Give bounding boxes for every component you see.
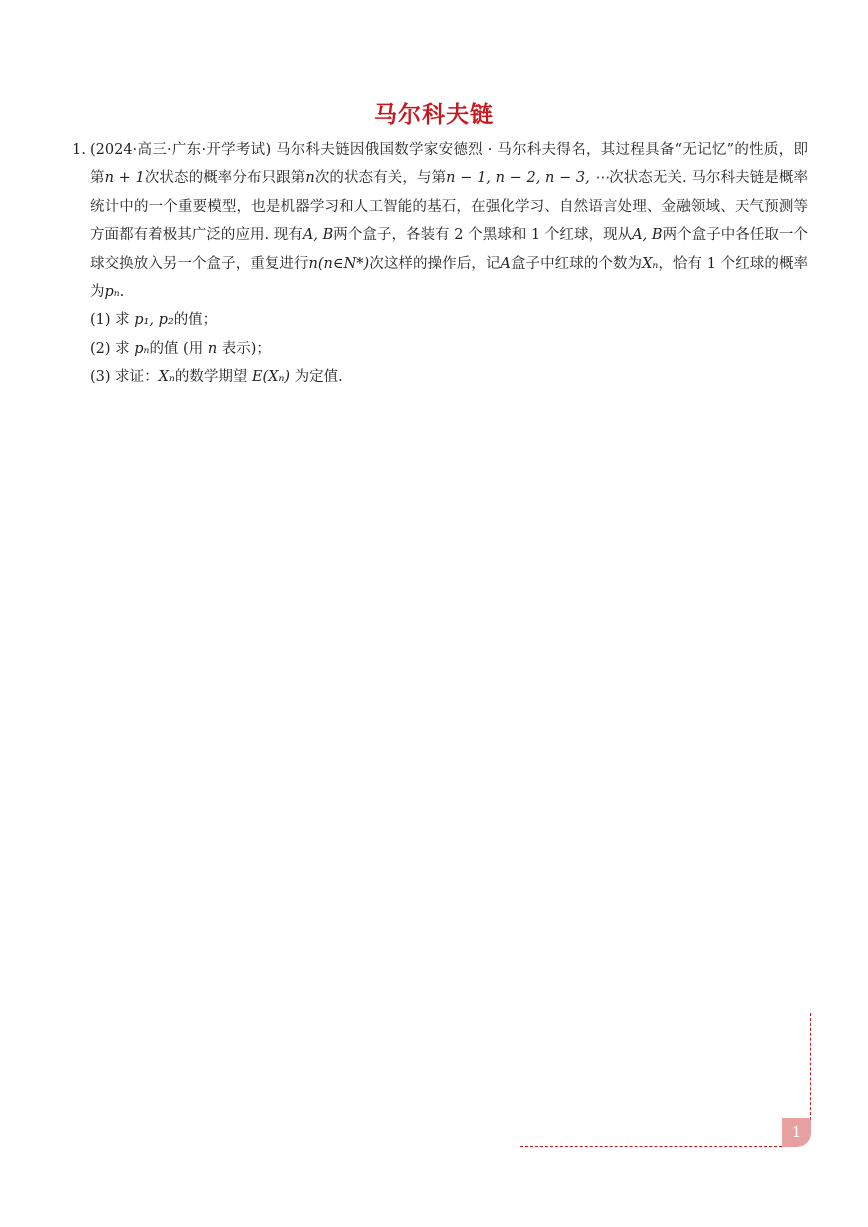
math-expr: pₙ — [104, 284, 120, 301]
math-expr: Xₙ — [642, 255, 659, 272]
statement-text: 两个盒子中各任取一个球交换放入另一个盒子，重复进行 — [90, 227, 808, 272]
page-number-badge: 1 — [782, 1118, 811, 1147]
math-expr: n(n∈N*) — [308, 255, 370, 272]
sub-question-text: (1) 求 — [90, 312, 135, 329]
statement-text: 盒子中红球的个数为 — [510, 255, 643, 272]
sub-question-1 — [72, 306, 808, 334]
statement-text: 次这样的操作后，记 — [369, 255, 501, 272]
math-expr: A, B — [632, 227, 663, 244]
sub-question-3 — [72, 363, 808, 391]
statement-text: 次状态无关. 马尔科夫链是概率统计中的一个重要模型，也是机器学习和人工智能的基石，在强化学习、自然语言处理、金融领域、天气预测等方面都有着极其广泛的应用. 现有 — [90, 170, 809, 244]
math-expr: Xₙ — [158, 369, 175, 386]
statement-text: ，恰有 1 个红球的概率为 — [90, 255, 809, 301]
math-expr: A — [500, 255, 511, 272]
math-expr: pₙ — [134, 340, 150, 357]
sub-question-text: 表示)； — [217, 340, 271, 357]
math-expr: A, B — [302, 227, 334, 244]
math-expr: n — [305, 170, 315, 187]
statement-text: 两个盒子，各装有 2 个黑球和 1 个红球，现从 — [333, 227, 633, 244]
statement-text: (2024·高三·广东·开学考试) 马尔科夫链因俄国数学家安德烈 · 马尔科夫得名，其过程具备“无记忆”的性质，即第 — [90, 142, 808, 187]
math-expr: n — [207, 340, 218, 357]
statement-text: 次状态的概率分布只跟第 — [144, 170, 306, 187]
corner-dashed-line-vertical — [810, 1013, 811, 1120]
math-expr: E(Xₙ) — [251, 369, 291, 386]
math-expr: n − 1, n − 2, n − 3, ⋯ — [446, 170, 609, 187]
sub-question-2 — [72, 335, 808, 363]
problem-statement — [72, 136, 808, 306]
problem-number: 1. — [72, 142, 86, 158]
sub-question-text: 的值 (用 — [149, 340, 208, 357]
sub-question-text: (2) 求 — [90, 340, 135, 357]
statement-text: 次的状态有关，与第 — [314, 170, 447, 187]
sub-question-text: (3) 求证： — [90, 369, 159, 386]
corner-dashed-line-horizontal — [520, 1146, 782, 1147]
sub-question-text: 的值； — [173, 312, 218, 329]
sub-question-text: 的数学期望 — [174, 369, 252, 386]
page-title: 马尔科夫链 — [374, 102, 494, 128]
statement-text: . — [119, 284, 125, 301]
math-expr: p₁, p₂ — [134, 312, 174, 329]
sub-question-text: 为定值. — [290, 369, 343, 386]
problem-block — [72, 136, 808, 392]
math-expr: n + 1 — [104, 170, 145, 187]
